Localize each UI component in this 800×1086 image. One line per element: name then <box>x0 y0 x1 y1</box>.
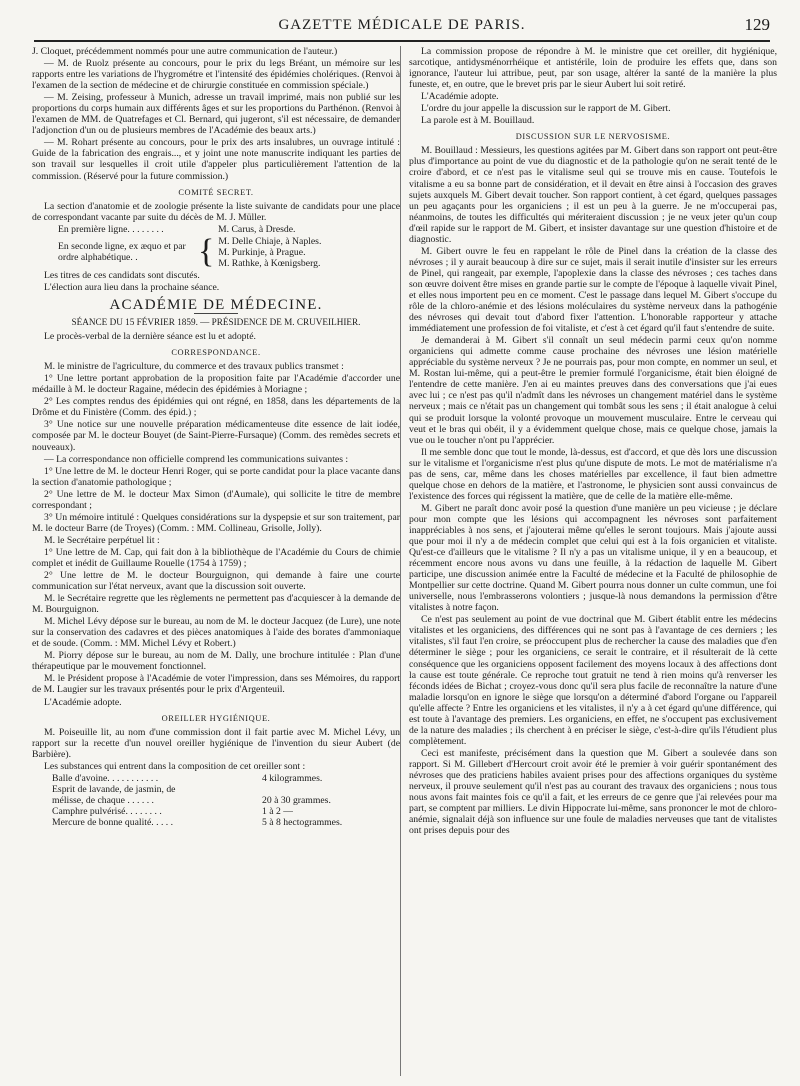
paragraph: M. Gibert ouvre le feu en rappelant le rôle de Pinel dans la création de la classe des névroses ; il y aurait beaucoup à dire sur ce sujet, mais il serait inutile d'insister sur les erreurs de Pinel, qui rangeait, par exemple, l'apoplexie dans la classe des névroses ; ces taches dans son œuvre doivent être mises en grande partie sur le compte de l'époque à laquelle vivait Pinel, et elles nous importent peu en ce moment. C'est le passage dans lequel M. Gibert s'occupe du rôle de la chloro-anémie et des lésions moléculaires du système nerveux dans la pathogénie des névroses qui devait tout d'abord fixer l'attention. L'honorable rapporteur y attache immédiatement une profession de foi vitaliste, et c'est à cet égard qu'il faut s'entendre de suite. <box>409 245 777 335</box>
paragraph: 1° Une lettre de M. Cap, qui fait don à la bibliothèque de l'Académie du Cours de chimie complet et inédit de Guillaume Rouelle (1754 à 1759) ; <box>32 546 400 569</box>
paragraph: Je demanderai à M. Gibert s'il connaît un seul médecin parmi ceux qu'on nomme organiciens qui admette comme cause prochaine des névroses une lésion matérielle appréciable du système nerveux ? Je ne pourrais pas, pour mon compte, en nommer un seul, et M. Rostan lui-même, qui a peut-être le premier formulé l'organicisme, était bien éloigné de l'entendre de cette manière. J'en ai eu maintes preuves dans des conversations que j'ai eues avec lui ; ce n'est pas qu'il n'admît dans les névroses un changement matériel dans le système nerveux ; mais ce n'était pas un changement qui tombât sous les sens ; il était analogue à celui qui se produit lorsque la volonté provoque un mouvement musculaire. Entre le cerveau qui veut et le bras qui obéit, il y a évidemment quelque chose, mais ce quelque chose, jamais la vue ou le toucher n'ont pu l'apprécier. <box>409 335 777 446</box>
section-heading-comite-secret: COMITÉ SECRET. <box>178 187 254 197</box>
section-heading-correspondance: CORRESPONDANCE. <box>171 348 261 358</box>
column-divider <box>400 46 401 1076</box>
paragraph: M. le ministre de l'agriculture, du commerce et des travaux publics transmet : <box>44 361 344 373</box>
candidate-name: M. Delle Chiaje, à Naples. <box>218 235 322 247</box>
ingredient-name: mélisse, de chaque . . . . . . <box>52 794 154 806</box>
paragraph: 3° Un mémoire intitulé : Quelques considérations sur la dyspepsie et sur son traitement, par M. le docteur Barre (de Troyes) (Comm. : MM. Collineau, Grisolle, Jolly). <box>32 511 400 534</box>
ingredient-quantity: 5 à 8 hectogrammes. <box>262 817 343 828</box>
paragraph: La section d'anatomie et de zoologie présente la liste suivante de candidats pour une place de correspondant vacante par suite du décès de M. J. Müller. <box>32 200 400 223</box>
paragraph: L'ordre du jour appelle la discussion sur le rapport de M. Gibert. <box>421 103 671 115</box>
paragraph: Les substances qui entrent dans la composition de cet oreiller sont : <box>44 760 306 772</box>
section-heading-oreiller: OREILLER HYGIÉNIQUE. <box>161 713 271 723</box>
paragraph: M. Poiseuille lit, au nom d'une commission dont il fait partie avec M. Michel Lévy, un rapport sur la recette d'un nouvel oreiller hygiénique de l'invention du sieur Aubert (de Barbière). <box>32 726 400 760</box>
page-number: 129 <box>744 15 770 34</box>
paragraph: L'élection aura lieu dans la prochaine séance. <box>44 281 220 293</box>
ingredient-quantity: 20 à 30 grammes. <box>262 794 331 806</box>
ingredient-quantity <box>262 784 400 795</box>
paragraph: La commission propose de répondre à M. le ministre que cet oreiller, dit hygiénique, sarcotique, antidysménorrhéique et antistérile, loin de produire les effets que, dans son ignorance, l'auteur lui attribue, peut, par son usage, altérer la santé de la manière la plus funeste, et, en outre, que le brevet pris par le sieur Aubert lui soit retiré. <box>409 46 777 91</box>
heading-rule <box>194 313 238 314</box>
paragraph: Il me semble donc que tout le monde, là-dessus, est d'accord, et que dès lors une discussion sur le vitalisme et l'organicisme n'est plus qu'une dispute de mots. Le mot de matérialisme n'a pas de sens, car, même dans les choses matérielles par excellence, il faut bien admettre quelque chose en dehors de la matière, et l'astronome, le physicien sont aussi convaincus de l'existence des forces qui régissent la matière, que de celle de la matière elle-même. <box>409 446 777 502</box>
paragraph: M. Gibert ne paraît donc avoir posé la question d'une manière un peu vicieuse ; je déclare pour mon compte que les lésions qui accompagnent les névroses sont parfaitement inappréciables à nos sens, et j'ajouterai même qu'elles le seront toujours. Mais j'ajoute aussi que pour moi il n'y a de médecin complet que celui qui est à la fois organicien et vitaliste. Qu'est-ce d'ailleurs que le vitalisme ? Il n'y a pas un vitalisme unique, il y en a beaucoup, et récemment encore nous avons vu dans une feuille, à la rédaction de laquelle M. Gibert participe, une discussion animée entre la Faculté de médecine et la Faculté de philosophie de Montpellier sur cette doctrine. Quand M. Gibert pourra nous donner un culte commun, une foi universelle, nous l'embrasserons volontiers ; jusque-là nous demandons la permission d'être vitalistes à notre façon. <box>409 502 777 614</box>
candidate-second-line <box>32 233 400 271</box>
paragraph: L'Académie adopte. <box>44 696 122 708</box>
paragraph: 2° Une lettre de M. le docteur Max Simon (d'Aumale), qui sollicite le titre de membre correspondant ; <box>32 488 400 511</box>
sitting-line: SÉANCE DU 15 FÉVRIER 1859. — PRÉSIDENCE DE M. CRUVEILHIER. <box>71 317 361 328</box>
candidate-label: En seconde ligne, ex æquo et par ordre alphabétique. . <box>58 241 186 264</box>
paragraph: 2° Une lettre de M. le docteur Bourguignon, qui demande à faire une courte communication sur l'état nerveux, avant que la discussion soit ouverte. <box>32 570 400 593</box>
paragraph: Le procès-verbal de la dernière séance est lu et adopté. <box>44 331 256 343</box>
paragraph: — M. Zeising, professeur à Munich, adresse un travail imprimé, mais non publié sur les proportions du corps humain aux différents âges et sur les proportions du Parthénon. (Renvoi à l'examen de MM. de Quatrefages et Cl. Bernard, qui jugeront, s'il est nécessaire, de demander l'adjonction d'un ou de plusieurs membres de l'Académie des beaux arts.) <box>32 92 400 137</box>
paragraph: 1° Une lettre de M. le docteur Henri Roger, qui se porte candidat pour la place vacante dans la section d'anatomie pathologique ; <box>32 465 400 488</box>
right-column <box>409 46 777 837</box>
paragraph: M. le Secrétaire perpétuel lit : <box>44 534 160 546</box>
ingredient-name: Balle d'avoine. . . . . . . . . . . <box>52 772 159 784</box>
candidate-name: M. Carus, à Dresde. <box>218 223 296 235</box>
paragraph: Ce n'est pas seulement au point de vue doctrinal que M. Gibert établit entre les médecins vitalistes et les organiciens, des différences qui ne sont pas à l'avantage de ces derniers ; les vitalistes, s'il faut l'en croire, se préoccupent plus de rechercher la cause des maladies que d'en déterminer le siège ; pour les organiciens, ce serait le contraire, et il résulterait de là cette conséquence que les organiciens opposent facilement des moyens locaux à des affections dont la cause est toute générale. Ce reproche tout gratuit ne tend à rien moins qu'à renverser les féconds idées de Bichat ; croyez-vous donc qu'il sera plus facile de reconnaître la nature d'une maladie lorsqu'on en ignore le siège que lorsqu'on a déterminé d'abord l'organe ou l'appareil qu'elle affecte ? Entre les organiciens et les vitalistes, il n'y a à cet égard qu'une différence, qui est toute à l'avantage des premiers. Les organiciens, en effet, ne s'occupent pas exclusivement de la nature des maladies ; ils cherchent à en préciser le siège, c'est-à-dire qu'ils l'étudient plus complètement. <box>409 614 777 747</box>
paragraph: La parole est à M. Bouillaud. <box>421 115 535 127</box>
ingredient-list <box>32 773 400 828</box>
ingredient-row <box>32 784 400 795</box>
paragraph: — M. Rohart présente au concours, pour le prix des arts insalubres, un ouvrage intitulé : Guide de la fabrication des engrais..., et y joint une note manuscrite indiquant les parties de son travail sur lesquelles il croit utile d'appeler plus particulièrement l'attention de la commission. (Réservé pour la future commission.) <box>32 137 400 182</box>
paragraph: M. le Secrétaire regrette que les règlements ne permettent pas d'acquiescer à la demande de M. Bourguignon. <box>32 593 400 616</box>
journal-title: GAZETTE MÉDICALE DE PARIS. <box>278 17 526 33</box>
left-column <box>32 46 400 828</box>
candidate-label: En première ligne. . . . . . . . <box>58 223 164 235</box>
paragraph: — M. de Ruolz présente au concours, pour le prix du legs Bréant, un mémoire sur les rapports entre les variations de l'hygrométre et l'intensité des épidémies cholériques. (Renvoi à l'examen de la section de médecine et de chirurgie constituée en commission spéciale.) <box>32 58 400 92</box>
brace-glyph: { <box>198 233 215 271</box>
section-heading-academie: ACADÉMIE DE MÉDECINE. <box>109 296 323 313</box>
running-header <box>34 14 770 42</box>
ingredient-name: Camphre pulvérisé. . . . . . . . <box>52 805 162 817</box>
candidate-name: M. Purkinje, à Prague. <box>218 246 306 258</box>
paragraph: Ceci est manifeste, précisément dans la question que M. Gibert a soulevée dans son rapport. Si M. Gillebert d'Hercourt croit avoir été le premier à voir guérir spontanément des névroses que des praticiens habiles avaient prises pour des affections organiques du système nerveux, il prouve seulement qu'il n'est pas au courant des travaux des organiciens ; nous tous nous avons fait maintes fois ce qu'il a fait, et les erreurs de ce genre que j'ai relevées pour ma part, se comptent par milliers. Le divin Hippocrate lui-même, sans prononcer le mot de chloro-anémie, signalait déjà son influence sur une foule de maladies nerveuses que tant de vitalistes ont prises depuis pour des <box>409 747 777 837</box>
paragraph: 1° Une lettre portant approbation de la proposition faite par l'Académie d'accorder une médaille à M. le docteur Ragaine, médecin des épidémies à Moriagne ; <box>32 373 400 396</box>
paragraph: L'Académie adopte. <box>421 91 499 103</box>
ingredient-quantity: 4 kilogrammes. <box>262 772 323 784</box>
paragraph: M. Michel Lévy dépose sur le bureau, au nom de M. le docteur Jacquez (de Lure), une note sur la conservation des cadavres et des pièces anatomiques à l'aide des borates d'ammoniaque et de soude. (Comm. : MM. Michel Lévy et Robert.) <box>32 616 400 650</box>
ingredient-quantity: 1 à 2 — <box>262 805 293 817</box>
ingredient-row <box>32 773 400 784</box>
candidate-first-line <box>32 224 400 235</box>
paragraph: 3° Une notice sur une nouvelle préparation médicamenteuse dite essence de lait iodée, composée par M. le docteur Bouyet (de Saint-Pierre-Fursaque) (Comm. des remèdes secrets et nouveaux). <box>32 419 400 453</box>
paragraph: 2° Les comptes rendus des épidémies qui ont régné, en 1858, dans les départements de la Drôme et du Finistère (Comm. des épid.) ; <box>32 396 400 419</box>
paragraph: M. le Président propose à l'Académie de voter l'impression, dans ses Mémoires, du rapport de M. Laugier sur les travaux présentés pour le prix d'Argenteuil. <box>32 673 400 696</box>
ingredient-row <box>32 817 400 828</box>
ingredient-row <box>32 795 400 806</box>
ingredient-row <box>32 806 400 817</box>
ingredient-name: Mercure de bonne qualité. . . . . <box>52 817 174 828</box>
section-heading-nervosisme: DISCUSSION SUR LE NERVOSISME. <box>515 132 671 142</box>
ingredient-name: Esprit de lavande, de jasmin, de <box>52 783 176 795</box>
paragraph: — La correspondance non officielle comprend les communications suivantes : <box>44 453 349 465</box>
discussion-body <box>409 145 777 836</box>
candidate-names <box>218 236 400 269</box>
paragraph: M. Piorry dépose sur le bureau, au nom de M. Dally, une brochure intitulée : Plan d'une thérapeutique par le mouvement fonctionnel. <box>32 650 400 673</box>
paragraph: M. Bouillaud : Messieurs, les questions agitées par M. Gibert dans son rapport ont peut-être plus d'importance au point de vue du diagnostic et de la pathologie qu'on ne serait tenté de le croire d'abord, et ce n'est pas le vitalisme seul qui se trouve mis en cause. Toutefois le vitalisme a eu sa bonne part de considération, et il devait en être ainsi à l'occasion des graves sujets auxquels M. Gibert devait toucher. Son rapport contient, à cet égard, quelques passages un peu agaçants pour les organiciens ; il est un peu à la guerre. Je ne m'occuperai pas, néanmoins, de toutes les difficultés qui mériteraient discussion ; je ne veux jeter qu'un coup d'œil rapide sur le rapport de M. Gibert, et insister davantage sur une question d'histoire et de diagnostic. <box>409 145 777 245</box>
candidate-name: M. Rathke, à Kœnigsberg. <box>218 257 321 269</box>
paragraph: Les titres de ces candidats sont discutés. <box>44 269 200 281</box>
paragraph: J. Cloquet, précédemment nommés pour une autre communication de l'auteur.) <box>32 46 338 57</box>
